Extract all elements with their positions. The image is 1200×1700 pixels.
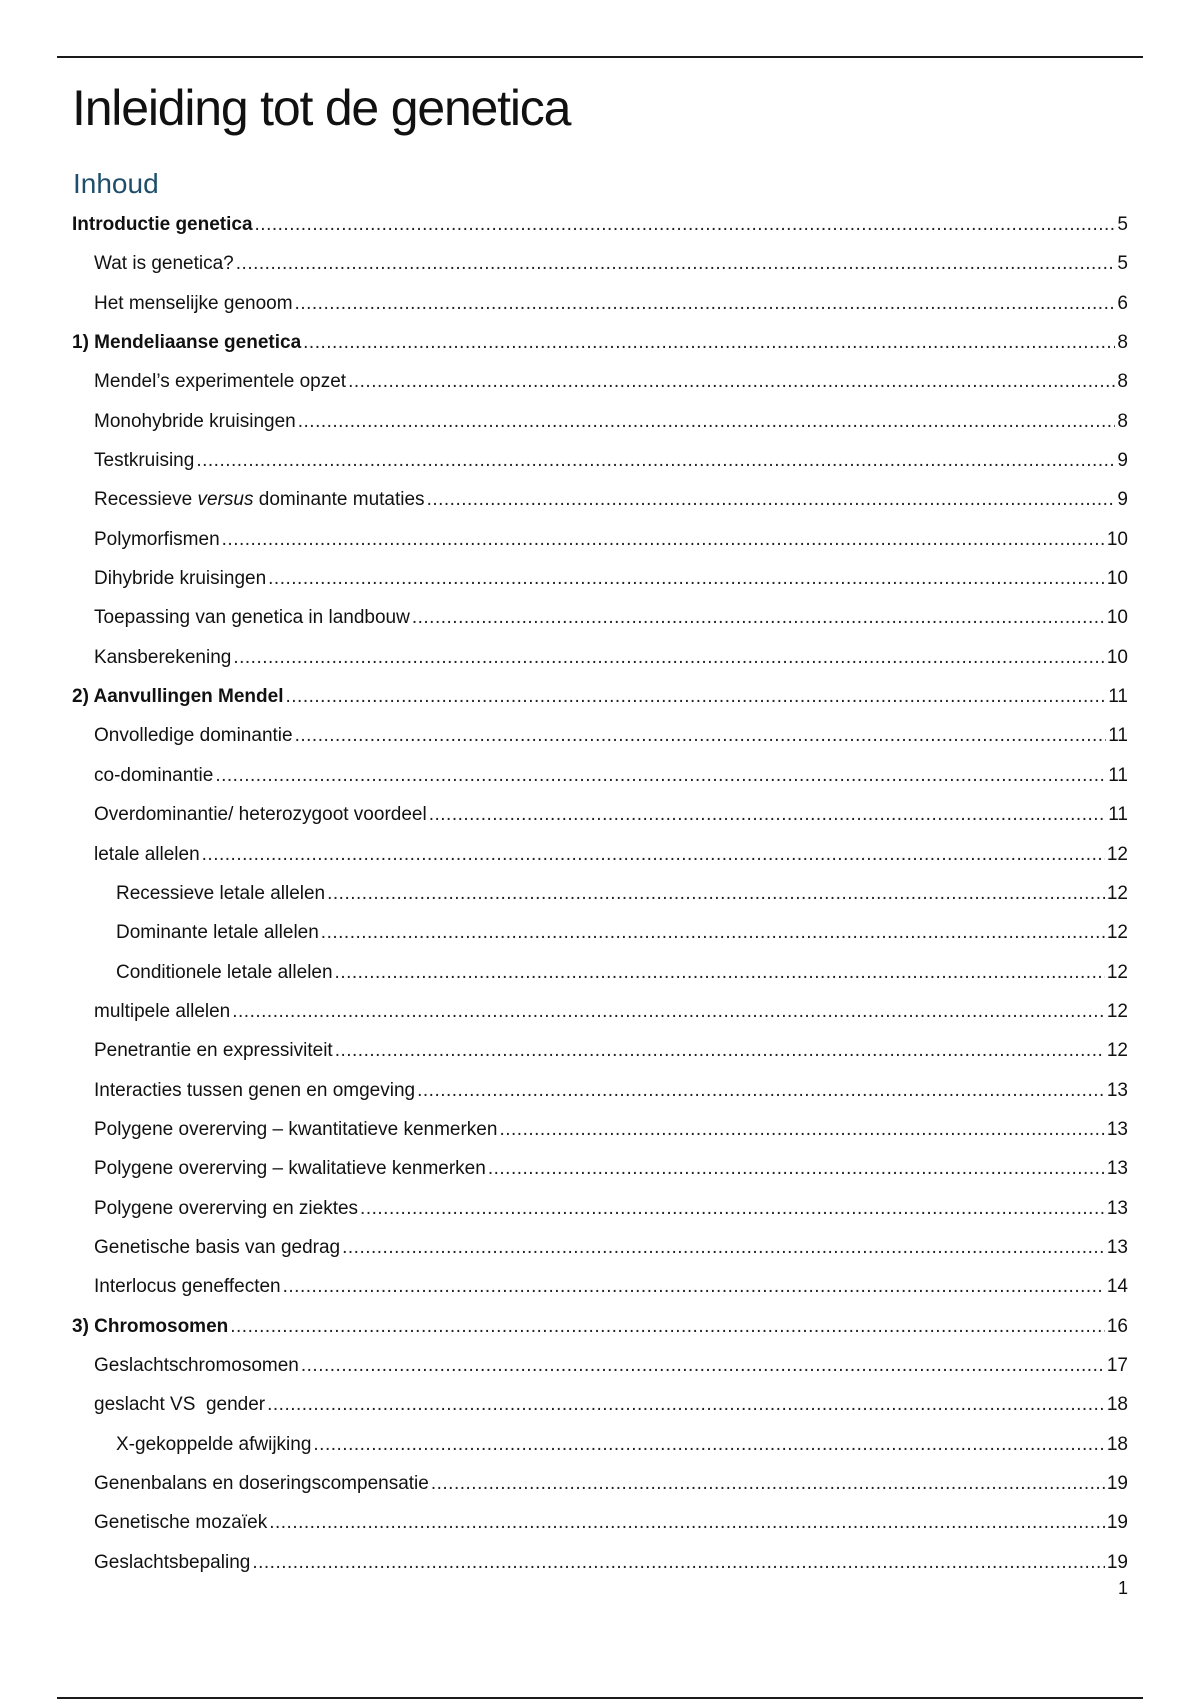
toc-entry-page: 12 [1106, 922, 1128, 944]
toc-entry-label: Genetische mozaïek [94, 1512, 268, 1534]
toc-entry-label: 2) Aanvullingen Mendel [72, 686, 284, 708]
toc-dot-leader [222, 520, 1105, 559]
toc-dot-leader [233, 638, 1105, 677]
toc-entry-label: Het menselijke genoom [94, 292, 293, 314]
toc-entry-page: 13 [1106, 1158, 1128, 1180]
toc-dot-leader [303, 323, 1115, 362]
toc-entry-page: 8 [1117, 371, 1128, 393]
toc-entry[interactable] [72, 598, 1128, 637]
toc-dot-leader [283, 1267, 1105, 1306]
toc-dot-leader [230, 1307, 1105, 1346]
toc-entry-label: Interlocus geneffecten [94, 1276, 281, 1298]
toc-entry-label: Polygene overerving – kwantitatieve kenmerken [94, 1118, 498, 1140]
toc-dot-leader [301, 1346, 1105, 1385]
toc-dot-leader [431, 1464, 1105, 1503]
toc-dot-leader [267, 1385, 1105, 1424]
toc-dot-leader [335, 1031, 1105, 1070]
toc-entry[interactable] [72, 1267, 1128, 1306]
toc-entry[interactable] [72, 1503, 1128, 1542]
toc-dot-leader [427, 480, 1116, 519]
toc-dot-leader [255, 205, 1116, 244]
toc-entry-label: letale allelen [94, 843, 200, 865]
toc-dot-leader [335, 953, 1105, 992]
toc-entry-label: Kansberekening [94, 646, 232, 668]
toc-entry-page: 5 [1117, 214, 1128, 235]
toc-entry[interactable] [72, 520, 1128, 559]
toc-entry-label: Polygene overerving – kwalitatieve kenmerken [94, 1158, 486, 1180]
toc-entry[interactable] [72, 1189, 1128, 1228]
toc-entry[interactable] [72, 1110, 1128, 1149]
toc-entry-page: 9 [1117, 450, 1128, 472]
toc-entry[interactable] [72, 677, 1128, 716]
toc-dot-leader [298, 402, 1116, 441]
toc-entry-page: 18 [1106, 1394, 1128, 1416]
toc-entry-label: Onvolledige dominantie [94, 725, 293, 747]
toc-entry-page: 9 [1117, 489, 1128, 511]
toc-entry-page: 10 [1106, 568, 1128, 590]
toc-entry-label: Polymorfismen [94, 528, 220, 550]
toc-entry-page: 12 [1106, 882, 1128, 904]
toc-entry-page: 13 [1106, 1197, 1128, 1219]
toc-entry-label: Conditionele letale allelen [116, 961, 333, 983]
toc-dot-leader [268, 559, 1105, 598]
toc-entry-page: 12 [1106, 843, 1128, 865]
toc-entry[interactable] [72, 1307, 1128, 1346]
toc-entry[interactable] [72, 913, 1128, 952]
toc-entry[interactable] [72, 953, 1128, 992]
toc-dot-leader [232, 992, 1105, 1031]
toc-entry-label: Mendel’s experimentele opzet [94, 371, 347, 393]
bottom-rule [57, 1697, 1143, 1699]
toc-entry[interactable] [72, 716, 1128, 755]
toc-entry[interactable] [72, 480, 1128, 519]
toc-dot-leader [215, 756, 1106, 795]
toc-entry-label: Overdominantie/ heterozygoot voordeel [94, 804, 427, 826]
toc-dot-leader [286, 677, 1107, 716]
toc-entry-label: Genenbalans en doseringscompensatie [94, 1473, 429, 1494]
toc-entry-label: Monohybride kruisingen [94, 410, 296, 432]
toc-dot-leader [295, 284, 1116, 323]
toc-entry-page: 5 [1117, 253, 1128, 275]
toc-entry-page: 10 [1106, 528, 1128, 550]
toc-entry-label: Geslachtsbepaling [94, 1551, 251, 1573]
toc-entry[interactable] [72, 559, 1128, 598]
toc-entry[interactable] [72, 402, 1128, 441]
toc-dot-leader [429, 795, 1107, 834]
toc-heading: Inhoud [73, 168, 159, 199]
toc-entry[interactable] [72, 1543, 1128, 1582]
toc-entry-label: X-gekoppelde afwijking [116, 1433, 312, 1455]
toc-entry-label: geslacht VS gender [94, 1394, 266, 1416]
toc-entry-page: 8 [1117, 410, 1128, 432]
toc-entry-label-part: dominante mutaties [253, 489, 425, 511]
toc-entry[interactable] [72, 1228, 1128, 1267]
toc-entry[interactable] [72, 284, 1128, 323]
page-number: 1 [1117, 1578, 1128, 1598]
toc-entry-page: 18 [1106, 1433, 1128, 1455]
toc-entry[interactable] [72, 756, 1128, 795]
toc-entry[interactable] [72, 1071, 1128, 1110]
toc-entry[interactable] [72, 835, 1128, 874]
toc-dot-leader [499, 1110, 1104, 1149]
toc-entry-label: 3) Chromosomen [72, 1315, 229, 1337]
toc-entry-page: 6 [1117, 292, 1128, 314]
toc-entry[interactable] [72, 1346, 1128, 1385]
toc-entry[interactable] [72, 1149, 1128, 1188]
toc-entry-label: Introductie genetica [72, 214, 253, 235]
document-title: Inleiding tot de genetica [72, 80, 571, 136]
toc-entry[interactable] [72, 638, 1128, 677]
top-rule [57, 56, 1143, 58]
toc-entry-page: 11 [1108, 764, 1128, 786]
toc-entry-page: 11 [1108, 725, 1128, 747]
toc-entry-label: Geslachtschromosomen [94, 1354, 299, 1376]
toc-entry[interactable] [72, 1425, 1128, 1464]
toc-entry[interactable] [72, 992, 1128, 1031]
toc-entry-page: 8 [1117, 332, 1128, 354]
toc-dot-leader [202, 835, 1105, 874]
toc-entry-label: Genetische basis van gedrag [94, 1236, 341, 1258]
toc-entry-label: co-dominantie [94, 764, 214, 786]
toc-entry-page: 13 [1106, 1079, 1128, 1101]
toc-entry-page: 10 [1106, 646, 1128, 668]
toc-entry-label: Dihybride kruisingen [94, 568, 267, 590]
toc-entry[interactable] [72, 1031, 1128, 1070]
toc-dot-leader [321, 913, 1105, 952]
toc-dot-leader [236, 244, 1116, 283]
toc-entry-label: Wat is genetica? [94, 253, 234, 275]
toc-entry-page: 11 [1108, 804, 1128, 826]
toc-dot-leader [313, 1425, 1104, 1464]
toc-entry[interactable] [72, 205, 1128, 244]
toc-entry-label: Testkruising [94, 450, 195, 472]
toc-entry[interactable] [72, 874, 1128, 913]
toc-entry-page: 19 [1106, 1473, 1128, 1494]
toc-entry-page: 14 [1106, 1276, 1128, 1298]
toc-entry-page: 13 [1106, 1118, 1128, 1140]
toc-dot-leader [417, 1071, 1105, 1110]
toc-entry-label: Polygene overerving en ziektes [94, 1197, 359, 1219]
toc-entry-page: 13 [1106, 1236, 1128, 1258]
toc-entry-label: Penetrantie en expressiviteit [94, 1040, 333, 1062]
toc-dot-leader [360, 1189, 1105, 1228]
toc-entry[interactable] [72, 1385, 1128, 1424]
toc-entry[interactable] [72, 323, 1128, 362]
toc-entry-label: Dominante letale allelen [116, 922, 319, 944]
toc-entry-page: 17 [1106, 1354, 1128, 1376]
table-of-contents [72, 205, 1128, 1582]
toc-entry-label: multipele allelen [94, 1000, 231, 1022]
toc-entry-page: 12 [1106, 1000, 1128, 1022]
toc-dot-leader [348, 362, 1115, 401]
toc-entry-label [94, 480, 425, 519]
toc-entry-page: 12 [1106, 1040, 1128, 1062]
toc-dot-leader [327, 874, 1105, 913]
toc-entry-page: 16 [1106, 1315, 1128, 1337]
toc-dot-leader [488, 1149, 1105, 1188]
toc-entry[interactable] [72, 362, 1128, 401]
toc-entry-page: 11 [1108, 686, 1128, 708]
toc-entry-page: 10 [1106, 607, 1128, 629]
toc-entry-label: Toepassing van genetica in landbouw [94, 607, 410, 629]
toc-dot-leader [252, 1543, 1105, 1582]
toc-entry-label: Interacties tussen genen en omgeving [94, 1079, 416, 1101]
toc-entry-page: 19 [1106, 1551, 1128, 1573]
toc-dot-leader [196, 441, 1115, 480]
toc-entry[interactable] [72, 244, 1128, 283]
toc-entry-page: 19 [1106, 1512, 1128, 1534]
toc-entry[interactable] [72, 795, 1128, 834]
toc-entry[interactable] [72, 441, 1128, 480]
toc-dot-leader [342, 1228, 1105, 1267]
toc-entry-label-italic: versus [197, 489, 254, 511]
toc-entry-label: Recessieve letale allelen [116, 882, 326, 904]
toc-dot-leader [295, 716, 1107, 755]
toc-entry-label: 1) Mendeliaanse genetica [72, 332, 302, 354]
toc-dot-leader [269, 1503, 1105, 1542]
toc-entry-label-part: Recessieve [94, 489, 198, 511]
toc-dot-leader [412, 598, 1105, 637]
toc-entry[interactable] [72, 1464, 1128, 1503]
toc-entry-page: 12 [1106, 961, 1128, 983]
